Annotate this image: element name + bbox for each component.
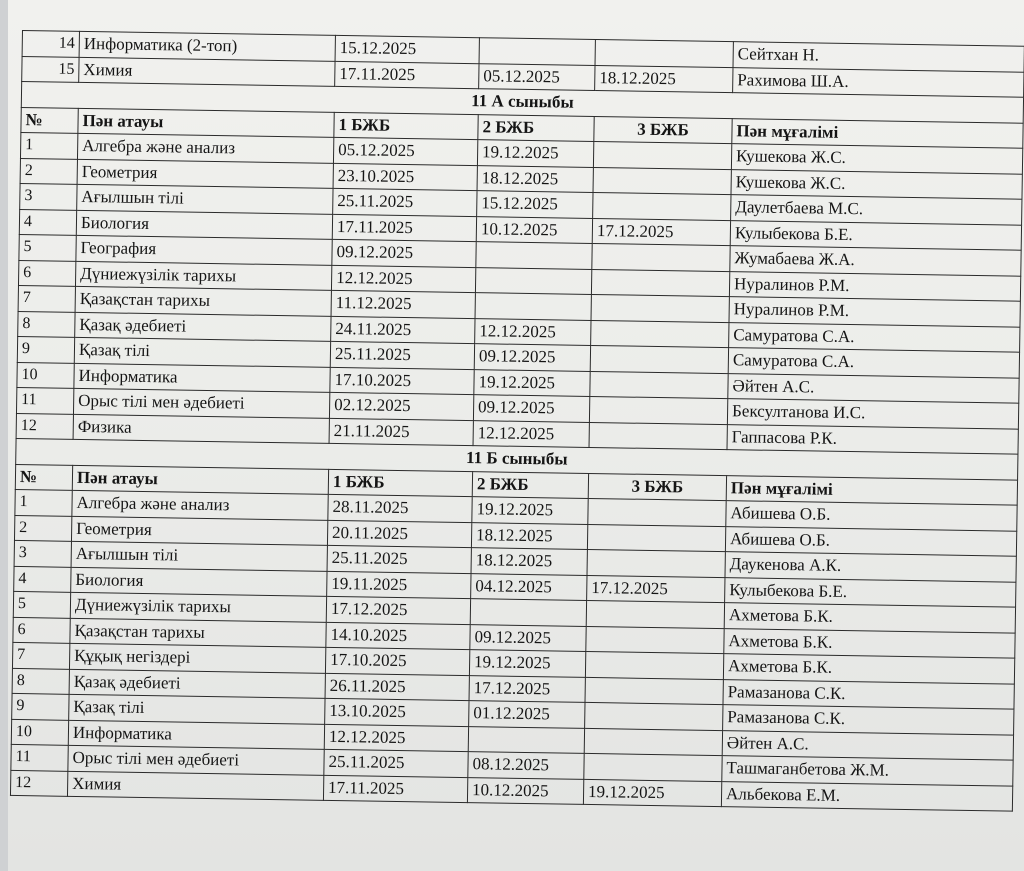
teacher-name: Самуратова С.А. (729, 322, 1020, 352)
teacher-name: Әйтен А.С. (722, 730, 1013, 760)
teacher-name: Ахметова Б.К. (724, 603, 1015, 633)
header-row-number: № (21, 107, 78, 133)
subject-name: Ағылшын тілі (77, 184, 333, 214)
row-number: 9 (17, 336, 74, 362)
bzb1-date: 28.11.2025 (328, 494, 472, 522)
row-number: 6 (18, 260, 75, 286)
row-number: 12 (10, 770, 67, 796)
bzb1-date: 17.11.2025 (335, 61, 479, 89)
subject-name: Геометрия (71, 516, 327, 546)
row-number: 1 (15, 489, 72, 515)
row-number: 10 (11, 719, 68, 745)
bzb1-date: 25.11.2025 (330, 341, 474, 369)
bzb1-date: 26.11.2025 (325, 673, 469, 701)
header-teacher-name: Пән мұғалімі (726, 475, 1017, 505)
row-number: 14 (22, 31, 79, 57)
header-bzb2-date: 2 БЖБ (478, 114, 594, 141)
document-page (8, 0, 1024, 871)
bzb3-date (584, 753, 722, 781)
bzb2-date: 04.12.2025 (471, 573, 587, 600)
row-number: 2 (20, 158, 77, 184)
teacher-name: Самуратова С.А. (728, 348, 1019, 378)
bzb3-date (589, 422, 727, 450)
header-bzb1-date: 1 БЖБ (334, 112, 478, 140)
bzb1-date: 24.11.2025 (331, 316, 475, 344)
subject-name: Құқық негіздері (69, 643, 325, 673)
header-bzb1-date: 1 БЖБ (328, 469, 472, 497)
bzb2-date: 15.12.2025 (477, 191, 593, 218)
bzb3-date (590, 371, 728, 399)
row-number: 3 (20, 183, 77, 209)
subject-name: Биология (76, 210, 332, 240)
bzb2-date: 19.12.2025 (474, 369, 590, 396)
row-number: 10 (17, 362, 74, 388)
bzb2-date: 10.12.2025 (476, 216, 592, 243)
subject-name: Алгебра және анализ (72, 490, 328, 520)
subject-name: Информатика (68, 720, 324, 750)
bzb2-date: 05.12.2025 (479, 63, 595, 90)
teacher-name: Сейтхан Н. (733, 42, 1024, 72)
teacher-name: Рахимова Ш.А. (733, 67, 1024, 97)
bzb3-date (592, 243, 730, 271)
header-subject-name: Пән атауы (78, 108, 334, 138)
bzb1-date: 25.11.2025 (327, 545, 471, 573)
row-number: 7 (12, 642, 69, 668)
row-number: 5 (13, 591, 70, 617)
class-title: 11 А сыныбы (21, 82, 1023, 123)
header-subject-name: Пән атауы (72, 465, 328, 495)
bzb1-date: 17.10.2025 (330, 367, 474, 395)
subject-name: Ағылшын тілі (71, 541, 327, 571)
subject-name: Қазақ әдебиеті (75, 312, 331, 342)
bzb3-date (589, 396, 727, 424)
schedule-table (10, 30, 1024, 812)
teacher-name: Кулыбекова Б.Е. (730, 220, 1021, 250)
bzb2-date: 09.12.2025 (470, 624, 586, 651)
bzb3-date (591, 294, 729, 322)
teacher-name: Ахметова Б.К. (723, 654, 1014, 684)
bzb2-date: 17.12.2025 (469, 675, 585, 702)
bzb2-date (475, 293, 591, 320)
bzb2-date (479, 38, 595, 65)
bzb2-date: 08.12.2025 (468, 752, 584, 779)
subject-name: Орыс тілі мен әдебиеті (73, 388, 329, 418)
bzb2-date: 19.12.2025 (472, 497, 588, 524)
subject-name: Информатика (2-топ) (79, 31, 335, 61)
bzb3-date (587, 524, 725, 552)
row-number: 15 (22, 56, 79, 82)
subject-name: Орыс тілі мен әдебиеті (68, 745, 324, 775)
bzb2-date: 10.12.2025 (467, 777, 583, 804)
bzb3-date (595, 40, 733, 68)
header-teacher-name: Пән мұғалімі (732, 118, 1023, 148)
bzb1-date: 25.11.2025 (324, 749, 468, 777)
subject-name: Қазақ тілі (69, 694, 325, 724)
teacher-name: Әйтен А.С. (728, 373, 1019, 403)
teacher-name: Рамазанова С.К. (723, 705, 1014, 735)
subject-name: Алгебра және анализ (77, 133, 333, 163)
bzb2-date (475, 267, 591, 294)
bzb3-date: 17.12.2025 (592, 218, 730, 246)
teacher-name: Гаппасова Р.К. (727, 424, 1018, 454)
bzb3-date (593, 141, 731, 169)
bzb2-date: 01.12.2025 (469, 701, 585, 728)
teacher-name: Абишева О.Б. (725, 526, 1016, 556)
bzb3-date (585, 651, 723, 679)
bzb3-date (585, 677, 723, 705)
row-number: 7 (18, 285, 75, 311)
bzb1-date: 17.12.2025 (326, 596, 470, 624)
bzb3-date (588, 498, 726, 526)
row-number: 1 (20, 132, 77, 158)
bzb1-date: 17.10.2025 (325, 647, 469, 675)
subject-name: Қазақ әдебиеті (69, 669, 325, 699)
teacher-name: Нуралинов Р.М. (729, 297, 1020, 327)
row-number: 11 (16, 387, 73, 413)
header-bzb2-date: 2 БЖБ (472, 471, 588, 498)
bzb1-date: 11.12.2025 (331, 290, 475, 318)
bzb1-date: 02.12.2025 (329, 392, 473, 420)
row-number: 5 (19, 234, 76, 260)
bzb1-date: 13.10.2025 (325, 698, 469, 726)
bzb3-date (586, 600, 724, 628)
teacher-name: Нуралинов Р.М. (729, 271, 1020, 301)
bzb1-date: 05.12.2025 (333, 137, 477, 165)
bzb1-date: 25.11.2025 (333, 188, 477, 216)
bzb2-date: 12.12.2025 (473, 420, 589, 447)
subject-name: География (76, 235, 332, 265)
bzb3-date: 19.12.2025 (583, 779, 721, 807)
row-number: 6 (13, 617, 70, 643)
bzb1-date: 17.11.2025 (332, 214, 476, 242)
bzb2-date (476, 242, 592, 269)
subject-name: Қазақ тілі (74, 337, 330, 367)
bzb1-date: 09.12.2025 (332, 239, 476, 267)
header-bzb3-date: 3 БЖБ (594, 116, 732, 144)
teacher-name: Кушекова Ж.С. (731, 144, 1022, 174)
bzb2-date: 19.12.2025 (469, 650, 585, 677)
subject-name: Физика (73, 414, 329, 444)
row-number: 12 (16, 413, 73, 439)
bzb3-date (587, 549, 725, 577)
bzb1-date: 19.11.2025 (327, 571, 471, 599)
teacher-name: Даукенова А.К. (725, 552, 1016, 582)
row-number: 11 (11, 744, 68, 770)
teacher-name: Рамазанова С.К. (723, 679, 1014, 709)
bzb2-date: 19.12.2025 (477, 140, 593, 167)
bzb1-date: 21.11.2025 (329, 418, 473, 446)
teacher-name: Кушекова Ж.С. (731, 169, 1022, 199)
bzb2-date (468, 726, 584, 753)
subject-name: Химия (67, 771, 323, 801)
row-number: 9 (12, 693, 69, 719)
teacher-name: Ахметова Б.К. (724, 628, 1015, 658)
subject-name: Дүниежүзілік тарихы (75, 261, 331, 291)
subject-name: Биология (71, 567, 327, 597)
bzb2-date: 12.12.2025 (475, 318, 591, 345)
bzb3-date: 18.12.2025 (595, 65, 733, 93)
bzb3-date (591, 269, 729, 297)
subject-name: Химия (79, 57, 335, 87)
bzb3-date (593, 167, 731, 195)
row-number: 8 (12, 668, 69, 694)
teacher-name: Бексултанова И.С. (727, 399, 1018, 429)
bzb3-date (590, 345, 728, 373)
bzb1-date: 12.12.2025 (324, 724, 468, 752)
bzb1-date: 12.12.2025 (331, 265, 475, 293)
header-bzb3-date: 3 БЖБ (588, 473, 726, 501)
bzb1-date: 20.11.2025 (327, 520, 471, 548)
header-row-number: № (15, 464, 72, 490)
bzb1-date: 17.11.2025 (323, 775, 467, 803)
teacher-name: Ташмаганбетова Ж.М. (722, 756, 1013, 786)
bzb3-date (586, 626, 724, 654)
bzb1-date: 23.10.2025 (333, 163, 477, 191)
bzb1-date: 15.12.2025 (335, 35, 479, 63)
teacher-name: Абишева О.Б. (726, 501, 1017, 531)
bzb2-date: 09.12.2025 (473, 395, 589, 422)
row-number: 3 (14, 540, 71, 566)
subject-name: Қазақстан тарихы (75, 286, 331, 316)
teacher-name: Альбекова Е.М. (721, 781, 1012, 811)
bzb2-date (470, 599, 586, 626)
bzb3-date: 17.12.2025 (587, 575, 725, 603)
subject-name: Қазақстан тарихы (70, 618, 326, 648)
teacher-name: Жумабаева Ж.А. (730, 246, 1021, 276)
class-title: 11 Б сыныбы (16, 438, 1018, 479)
bzb2-date: 18.12.2025 (471, 522, 587, 549)
bzb3-date (585, 702, 723, 730)
bzb3-date (584, 728, 722, 756)
row-number: 4 (19, 209, 76, 235)
teacher-name: Кулыбекова Б.Е. (725, 577, 1016, 607)
bzb2-date: 18.12.2025 (477, 165, 593, 192)
row-number: 4 (14, 566, 71, 592)
bzb2-date: 09.12.2025 (474, 344, 590, 371)
subject-name: Геометрия (77, 159, 333, 189)
subject-name: Информатика (74, 363, 330, 393)
teacher-name: Даулетбаева М.С. (731, 195, 1022, 225)
bzb3-date (593, 192, 731, 220)
bzb2-date: 18.12.2025 (471, 548, 587, 575)
row-number: 2 (14, 515, 71, 541)
row-number: 8 (18, 311, 75, 337)
bzb3-date (591, 320, 729, 348)
bzb1-date: 14.10.2025 (326, 622, 470, 650)
subject-name: Дүниежүзілік тарихы (70, 592, 326, 622)
